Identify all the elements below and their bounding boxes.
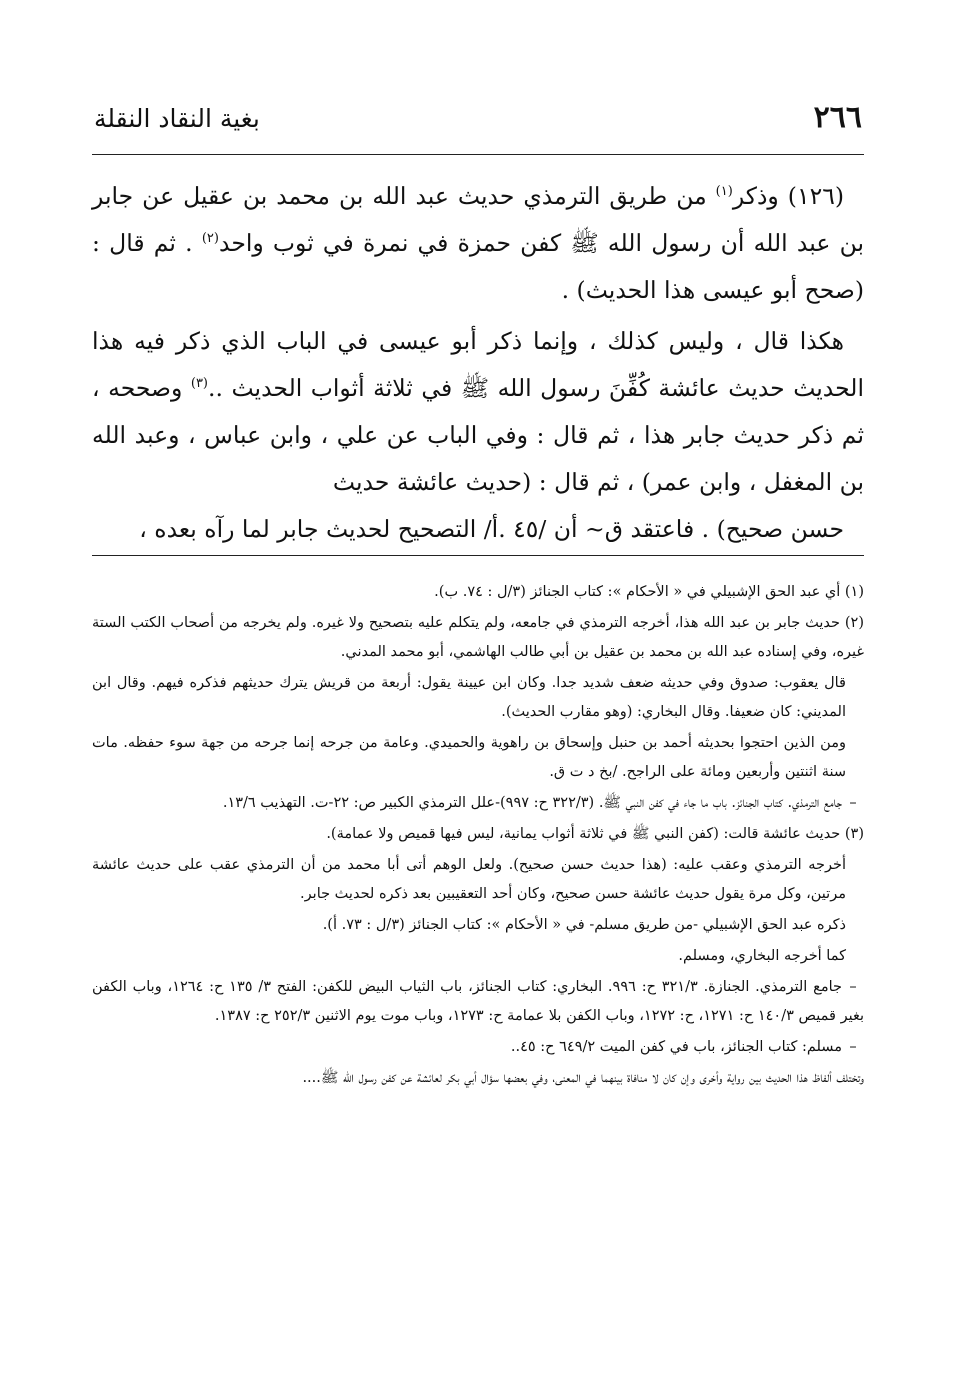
footnote-2-cont: قال يعقوب: صدوق وفي حديثه ضعف شديد جدا. وكان ابن عيينة يقول: أربعة من قريش يترك حديثهم فذكره فيهم. وقال ابن المديني: كان ضعيفا. وقال البخاري: (وهو مقارب الحديث).: [92, 675, 846, 720]
footnote-3-source: [92, 973, 864, 1031]
paragraph-commentary: [92, 318, 864, 556]
footnote-1: (١) أي عبد الحق الإشبيلي في « الأحكام »: كتاب الجنائز (٣/ل : ٧٤. ب).: [434, 584, 864, 600]
footnote-2-source: [92, 789, 864, 818]
main-text: [92, 173, 864, 556]
text-run: وصححه ، ثم ذكر حديث جابر هذا ، ثم قال : وفي الباب عن علي ، وابن عباس ، وعبد الله بن المغفل ، وابن عمر) ، ثم قال : (حديث عائشة حديث: [92, 374, 864, 496]
text-run: من طريق الترمذي حديث عبد الله بن محمد بن عقيل عن جابر بن عبد الله أن رسول الله ﷺ كفن حمزة في نمرة في ثوب واحد: [92, 182, 864, 257]
page-number: ٢٦٦: [813, 100, 862, 135]
footnote-ref-1: (١): [715, 184, 733, 200]
footnotes: [92, 578, 864, 1093]
footnote-ref-3: (٣): [190, 376, 208, 392]
text-run: مسلم: كتاب الجنائز، باب في كفن الميت ٦٤٩/٢ ح: ٤٥..: [510, 1039, 842, 1055]
text-run: . ثم قال : (صحح أبو عيسى هذا الحديث) .: [92, 229, 864, 304]
footnote-2-cont: ومن الذين احتجوا بحديثه أحمد بن حنبل وإسحاق بن راهوية والحميدي. وعامة من جرحه إنما جرحه من جهة سوء حفظه. مات سنة اثنتين وأربعين ومائة على الراجح. /بخ د ت ق.: [92, 735, 846, 780]
dash-marker: –: [849, 795, 857, 811]
footnote-3-source: [92, 1033, 864, 1062]
text-run: جامع الترمذي. الجنازة. ٣٢١/٣ ح: ٩٩٦. البخاري: كتاب الجنائز، باب الثياب البيض للكفن: الفتح ٣/ ١٣٥ ح: ١٢٦٤، وباب الكفن بغير قميص ١٤٠/٣ ح: ١٢٧١، ح: ١٢٧٢، وباب الكفن بلا عمامة ح: ١٢٧٣، وباب موت يوم الاثنين ٢٥٢/٣ ح: ١٣٨٧.: [92, 979, 864, 1024]
footnote-2: (٢) حديث جابر بن عبد الله هذا، أخرجه الترمذي في جامعه، ولم يتكلم عليه بتصحيح ولا غيره. ولم يخرجه من أصحاب الكتب الستة غيره، وفي إسناده عبد الله بن محمد بن عقيل بن أبي طالب الهاشمي، أبو محمد المدني.: [92, 615, 864, 660]
footnote-3-cont: أخرجه الترمذي وعقب عليه: (هذا حديث حسن صحيح). ولعل الوهم أتى أبا محمد من أن الترمذي عقب على حديث عائشة مرتين، وكل مرة يقول حديث عائشة حسن صحيح، وكان أحد التعقيبين بعد ذكره لحديث جابر.: [92, 857, 846, 902]
text-run: جامع الترمذي. كتاب الجنائز. باب ما جاء في كفن النبي ﷺ. (٣٢٢/٣ ح: ٩٩٧)-علل الترمذي الكبير ص: ٢٢-ت. التهذيب ١٣/٦.: [222, 795, 842, 811]
dash-marker: –: [849, 979, 857, 995]
last-line-underlined: حسن صحيح) . فاعتقد ق~ أن /٤٥ .أ/ التصحيح لحديث جابر لما رآه بعده ،: [92, 506, 864, 556]
running-title: بغية النقاد النقلة: [94, 104, 260, 133]
footnote-3-cont: كما أخرجه البخاري، ومسلم.: [678, 948, 846, 964]
footnote-3-cont: ذكره عبد الحق الإشبيلي -من طريق مسلم- في « الأحكام »: كتاب الجنائز (٣/ل : ٧٣. أ).: [322, 917, 846, 933]
text-run: (١٢٦) وذكر: [732, 182, 844, 210]
paragraph-126: [92, 173, 864, 314]
dash-marker: –: [849, 1039, 857, 1055]
text-run: هكذا قال ، وليس كذلك ، وإنما ذكر أبو عيسى في الباب الذي ذكر فيه هذا الحديث حديث عائشة كُفِّنَ رسول الله ﷺ في ثلاثة أثواب الحديث ..: [92, 327, 865, 402]
footnote-3-cont: وتختلف ألفاظ هذا الحديث بين رواية وأخرى وإن كان لا منافاة بينهما في المعنى، وفي بعضها سؤال أبي بكر لعائشة عن كفن رسول الله ﷺ....: [302, 1070, 864, 1086]
footnote-3: (٣) حديث عائشة قالت: (كفن النبي ﷺ في ثلاثة أثواب يمانية، ليس فيها قميص ولا عمامة).: [326, 826, 864, 842]
footnote-ref-2: (٢): [201, 231, 219, 247]
document-page: [92, 100, 864, 1095]
page-header: [92, 100, 864, 155]
